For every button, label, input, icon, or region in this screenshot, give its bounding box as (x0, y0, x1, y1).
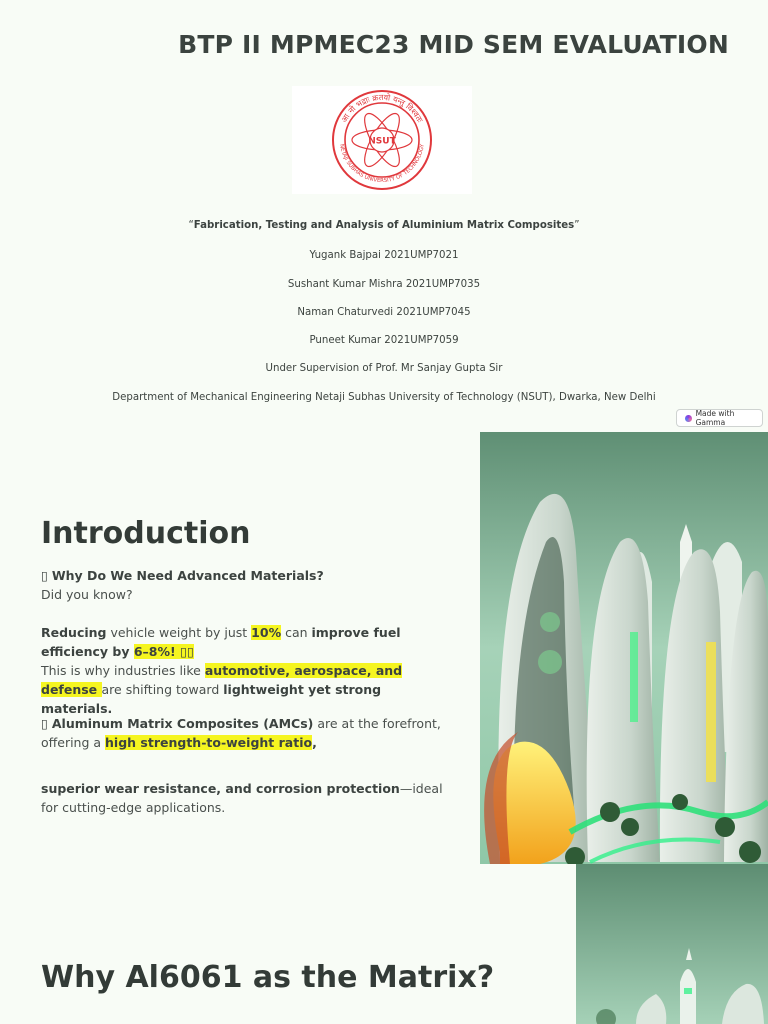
member-4: Puneet Kumar 2021UMP7059 (309, 335, 459, 346)
futuristic-city-image (480, 432, 768, 864)
member-2: Sushant Kumar Mishra 2021UMP7035 (287, 279, 481, 290)
intro-heading: Introduction (41, 516, 251, 551)
intro-question-block (41, 566, 451, 604)
project-title: “Fabrication, Testing and Analysis of Aluminium Matrix Composites” (188, 220, 580, 231)
university-logo (292, 86, 472, 194)
department: Department of Mechanical Engineering Netaji Subhas University of Technology (NSUT), Dwarka, New Delhi (112, 392, 656, 403)
intro-paragraph-1: Reducing vehicle weight by just 10% can improve fuel efficiency by 6–8%! ▯▯ This is why industries like automotive, aerospace, and defense are shifting toward lightweight yet strong materials. (41, 625, 403, 716)
member-1: Yugank Bajpai 2021UMP7021 (309, 250, 459, 261)
badge-label: Made with Gamma (695, 409, 735, 427)
section-heading-al6061: Why Al6061 as the Matrix? (41, 960, 495, 995)
intro-paragraph-2: ▯ Aluminum Matrix Composites (AMCs) are at the forefront, offering a high strength-to-weight ratio, (41, 716, 441, 750)
logo-bottom-text: NETAJI SUBHAS UNIVERSITY OF TECHNOLOGY (338, 143, 426, 185)
nsut-seal-icon (330, 88, 434, 192)
futuristic-city-image-2 (576, 864, 768, 1024)
logo-center-text: NSUT (368, 136, 396, 147)
question-icon: ▯ (41, 568, 48, 583)
did-you-know: Did you know? (41, 587, 133, 602)
member-3: Naman Chaturvedi 2021UMP7045 (297, 307, 471, 318)
logo-ring-text: आ नो भद्राः क्रतवो यन्तु विश्वतः (339, 92, 425, 124)
supervisor: Under Supervision of Prof. Mr Sanjay Gupta Sir (265, 363, 503, 374)
gamma-logo-icon (685, 415, 692, 422)
intro-paragraph-3: superior wear resistance, and corrosion protection—ideal for cutting-edge applications. (41, 781, 443, 815)
intro-question: Why Do We Need Advanced Materials? (51, 568, 324, 583)
page-title: BTP II MPMEC23 MID SEM EVALUATION (178, 30, 729, 59)
made-with-gamma-badge[interactable] (676, 409, 763, 427)
amc-icon: ▯ (41, 716, 48, 731)
